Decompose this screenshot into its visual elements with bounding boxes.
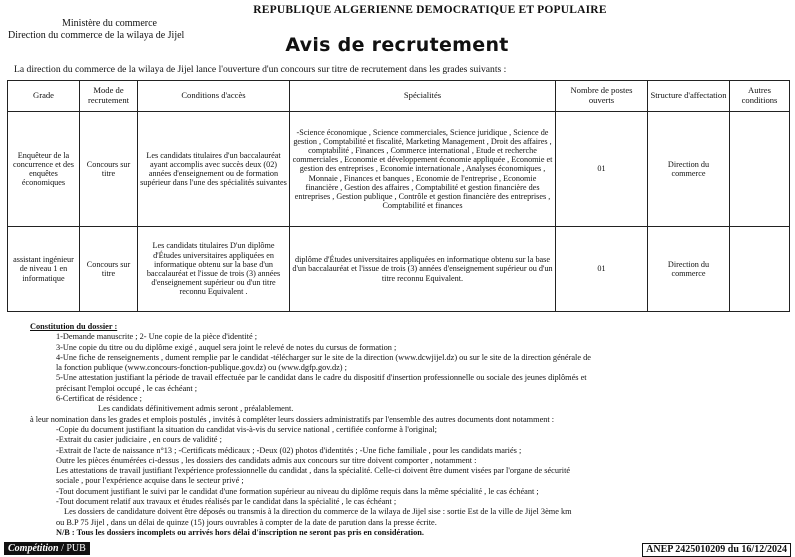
- source-badge: [4, 542, 90, 555]
- cell-grade: Enquêteur de la concurrence et des enquêtes économiques: [8, 112, 80, 227]
- cell-structure: Direction du commerce: [648, 227, 730, 312]
- notice-title: Avis de recrutement: [285, 34, 509, 56]
- cell-conditions: Les candidats titulaires D'un diplôme d'Études universitaires appliquées en informatique obtenu sur la base d'un baccalauréat et l'issue de trois (3) années d'enseignement supérieur ou d'un titre reconnu Equivalent .: [138, 227, 290, 312]
- source-type: / PUB: [58, 543, 86, 554]
- positions-table: [7, 80, 790, 312]
- intro-text: La direction du commerce de la wilaya de Jijel lance l'ouverture d'un concours sur titre de recrutement dans les grades suivants :: [14, 64, 507, 75]
- direction-name: Direction du commerce de la wilaya de Jijel: [8, 30, 185, 41]
- cell-nombre: 01: [556, 112, 648, 227]
- header-specialites: Spécialités: [290, 81, 556, 112]
- republic-heading: REPUBLIQUE ALGERIENNE DEMOCRATIQUE ET POPULAIRE: [253, 4, 607, 16]
- header-nombre: Nombre de postes ouverts: [556, 81, 648, 112]
- cell-autres: [730, 227, 790, 312]
- header-structure: Structure d'affectation: [648, 81, 730, 112]
- nomination-text: à leur nomination dans les grades et emplois postulés , invités à compléter leurs dossiers administratifs par l'ensemble des autres documents dont notamment :: [30, 414, 555, 424]
- cell-grade: assistant ingénieur de niveau 1 en informatique: [8, 227, 80, 312]
- dossier-item: la fonction publique (www.concours-fonction-publique.gov.dz) ou (www.dgfp.gov.dz) ;: [56, 363, 347, 373]
- doc-item: -Copie du document justifiant la situation du candidat vis-à-vis du service national , certifiée conforme à l'original;: [56, 424, 437, 434]
- dossier-item: 6-Certificat de résidence ;: [56, 394, 142, 404]
- doc-item: sociale , pour l'expérience acquise dans le secteur privé ;: [56, 476, 244, 486]
- cell-nombre: 01: [556, 227, 648, 312]
- dossier-item: précisant l'emploi occupé , le cas échéant ;: [56, 383, 198, 393]
- dossier-section: [8, 322, 786, 538]
- doc-item: -Extrait du casier judiciaire , en cours de validité ;: [56, 435, 222, 445]
- source-name: Compétition: [8, 543, 59, 554]
- dossier-title: Constitution du dossier :: [30, 322, 118, 331]
- cell-mode: Concours sur titre: [80, 112, 138, 227]
- table-row: [8, 227, 790, 312]
- cell-conditions: Les candidats titulaires d'un baccalauréat ayant accomplis avec succès deux (02) années d'enseignement ou de formation supérieur dans l'une des spécialités suivantes: [138, 112, 290, 227]
- cell-mode: Concours sur titre: [80, 227, 138, 312]
- header-grade: Grade: [8, 81, 80, 112]
- cell-autres: [730, 112, 790, 227]
- dossier-item: 3-Une copie du titre ou du diplôme exigé , auquel sera joint le relevé de notes du cursus de formation ;: [56, 342, 397, 352]
- doc-item: -Tout document relatif aux travaux et études réalisés par le candidat dans la spécialité , le cas échéant ;: [56, 497, 397, 507]
- cell-specialites: diplôme d'Études universitaires appliquées en informatique obtenu sur la base d'un baccalauréat et l'issue de trois (3) années d'enseignement supérieur ou d'un titre reconnu Equivalent.: [290, 227, 556, 312]
- table-header-row: [8, 81, 790, 112]
- cell-specialites: -Science économique , Science commerciales, Science juridique , Science de gestion , Comptabilité et fiscalité, Marketing Management , Droit des affaires , comptabilité , Finances , Commerce international , Etude et recherche commerciales , Economie et développement économie appliquée , Economie et gestion des entreprises , Economie internationale , Analyses économiques , Monnaie , Finances et banques , Economie de l'entreprise , Economie financière , Gestion des affaires , Comptabilité et gestion financière des entreprises , Gestion publique , Contrôle et gestion financière des entreprises , Comptabilité et finances: [290, 112, 556, 227]
- doc-item: Outre les pièces énumérées ci-dessus , les dossiers des candidats admis aux concours sur titre doivent comporter , notamment :: [56, 455, 477, 465]
- header-conditions: Conditions d'accès: [138, 81, 290, 112]
- dossier-item: 1-Demande manuscrite ; 2- Une copie de la pièce d'identité ;: [56, 332, 258, 342]
- deposit-text: Les dossiers de candidature doivent être déposés ou transmis à la direction du commerce de la wilaya de Jijel sise : sortie Est de la ville de Jijel 3ème km: [64, 507, 572, 517]
- doc-item: -Extrait de l'acte de naissance n°13 ; -Certificats médicaux ; -Deux (02) photos d'identités ; -Une fiche familiale , pour les candidats mariés ;: [56, 445, 522, 455]
- header-autres: Autres conditions: [730, 81, 790, 112]
- doc-item: Les attestations de travail justifiant l'expérience professionnelle du candidat , dans la spécialité. Celle-ci doivent être dument visées par l'organe de sécurité: [56, 466, 571, 476]
- anep-reference: ANEP 2425010209 du 16/12/2024: [642, 543, 791, 557]
- dossier-item: 4-Une fiche de renseignements , dument remplie par le candidat -télécharger sur le site de la direction (www.dcwjijel.dz) ou sur le site de la direction générale de: [56, 352, 591, 362]
- cell-structure: Direction du commerce: [648, 112, 730, 227]
- doc-item: -Tout document justifiant le suivi par le candidat d'une formation supérieur au niveau du diplôme requis dans la même spécialité , le cas échéant ;: [56, 486, 539, 496]
- nb-note: N/B : Tous les dossiers incomplets ou arrivés hors délai d'inscription ne seront pas pris en considération.: [56, 527, 424, 537]
- table-row: [8, 112, 790, 227]
- header-mode: Mode de recrutement: [80, 81, 138, 112]
- deposit-text-cont: ou B.P 75 Jijel , dans un délai de quinze (15) jours ouvrables à compter de la date de parution dans la presse écrite.: [56, 517, 437, 527]
- admitted-text: Les candidats définitivement admis seront , préalablement.: [98, 404, 294, 414]
- dossier-item: 5-Une attestation justifiant la période de travail effectuée par le candidat dans le cadre du dispositif d'insertion professionnelle ou sociale des jeunes diplômés et: [56, 373, 587, 383]
- ministry-name: Ministère du commerce: [62, 18, 157, 29]
